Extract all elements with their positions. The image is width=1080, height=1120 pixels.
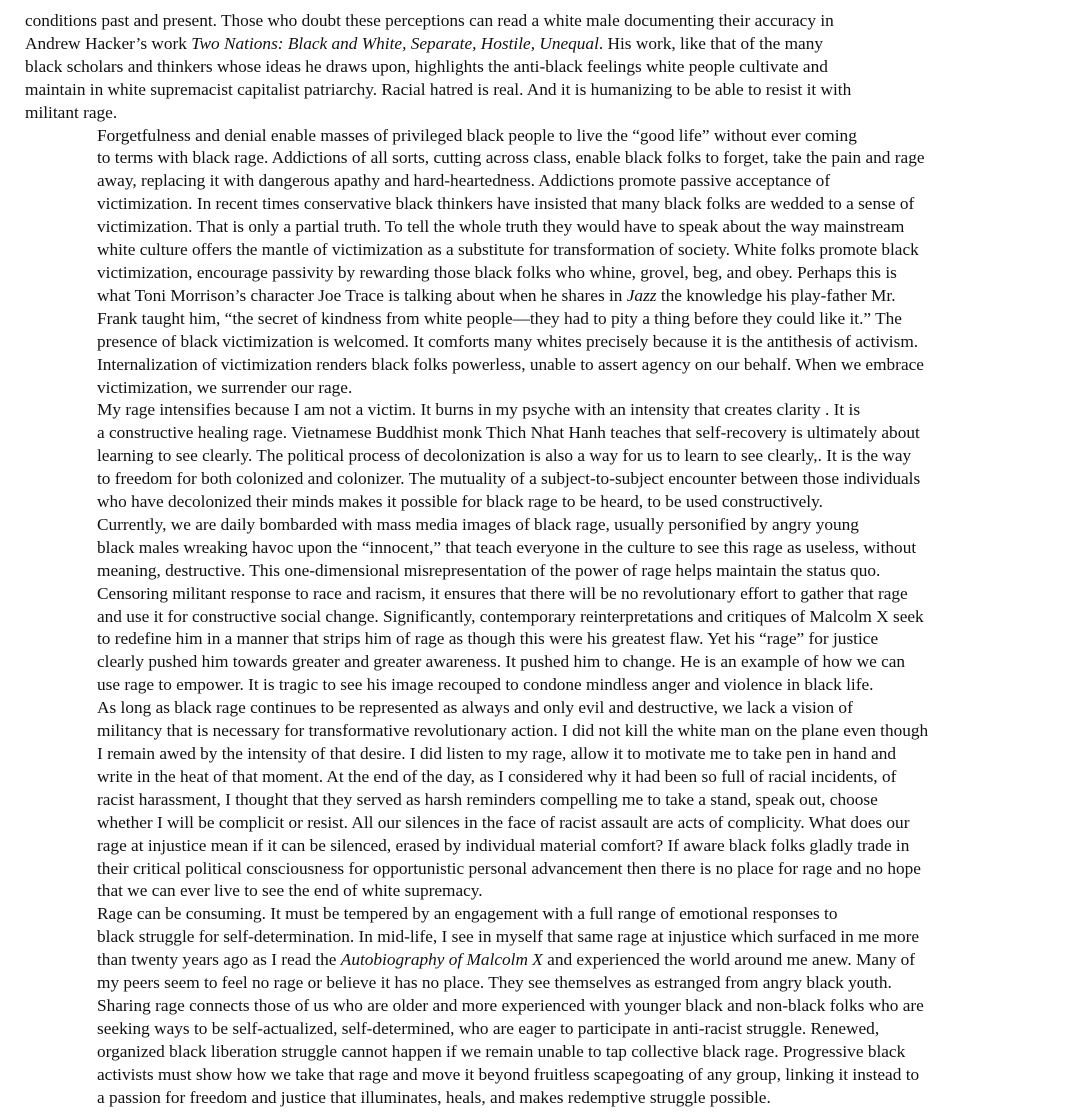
text-line: [25, 697, 1055, 720]
text-segment: Currently, we are daily bombarded with mass media images of black rage, usually personified by angry young: [97, 514, 859, 534]
text-line: [25, 789, 1055, 812]
text-segment: than twenty years ago as I read the: [97, 950, 341, 970]
text-segment: organized black liberation struggle cannot happen if we remain unable to tap collective black rage. Progressive black: [97, 1041, 906, 1061]
text-segment: maintain in white supremacist capitalist patriarchy. Racial hatred is real. And it is humanizing to be able to resist it with: [25, 79, 852, 99]
text-line: [25, 1018, 1055, 1041]
text-segment: black struggle for self-determination. In mid-life, I see in myself that same rage at injustice which surfaced in me more: [97, 927, 920, 947]
text-line: [25, 33, 1055, 56]
text-line: [25, 285, 1055, 308]
text-segment: to terms with black rage. Addictions of all sorts, cutting across class, enable black folks to forget, take the pain and rage: [97, 148, 925, 168]
text-line: [25, 628, 1055, 651]
text-line: [25, 308, 1055, 331]
text-line: [25, 812, 1055, 835]
italic-title-text: Autobiography of Malcolm X: [340, 950, 543, 970]
text-segment: the knowledge his play-father Mr.: [656, 285, 896, 305]
text-segment: their critical political consciousness for opportunistic personal advancement then there is no place for rage and no hope: [97, 858, 921, 878]
text-line: [25, 377, 1055, 400]
text-line: [25, 514, 1055, 537]
text-segment: Censoring militant response to race and racism, it ensures that there will be no revolutionary effort to gather that rage: [97, 583, 908, 603]
text-line: [25, 354, 1055, 377]
text-segment: My rage intensifies because I am not a victim. It burns in my psyche with an intensity that creates clarity . It is: [97, 400, 861, 420]
text-segment: and experienced the world around me anew. Many of: [542, 950, 916, 970]
text-segment: As long as black rage continues to be represented as always and only evil and destructive, we lack a vision of: [97, 698, 853, 718]
text-segment: black scholars and thinkers whose ideas he draws upon, highlights the anti-black feelings white people cultivate and: [25, 56, 828, 76]
text-segment: use rage to empower. It is tragic to see his image recouped to condone mindless anger and violence in black life.: [97, 675, 874, 695]
text-line: [25, 216, 1055, 239]
text-line: [25, 56, 1055, 79]
text-line: [25, 583, 1055, 606]
text-segment: black males wreaking havoc upon the “innocent,” that teach everyone in the culture to see this rage as useless, without: [97, 537, 917, 557]
paragraph: [25, 697, 1055, 903]
text-line: [25, 537, 1055, 560]
text-line: [25, 239, 1055, 262]
text-line: [25, 125, 1055, 148]
text-segment: my peers seem to feel no rage or believe it has no place. They see themselves as estranged from angry black youth.: [97, 973, 892, 993]
text-segment: Forgetfulness and denial enable masses of privileged black people to live the “good life” without ever coming: [97, 125, 857, 145]
text-segment: that we can ever live to see the end of white supremacy.: [97, 881, 483, 901]
text-line: [25, 949, 1055, 972]
paragraph: [25, 125, 1055, 400]
text-segment: Frank taught him, “the secret of kindness from white people—they had to pity a thing before they could like it.” The: [97, 308, 902, 328]
text-line: [25, 10, 1055, 33]
text-line: [25, 262, 1055, 285]
text-segment: militancy that is necessary for transformative revolutionary action. I did not kill the white man on the plane even though: [97, 721, 929, 741]
text-segment: activists must show how we take that rage and move it beyond fruitless scapegoating of any group, linking it instead to: [97, 1064, 920, 1084]
text-segment: victimization, we surrender our rage.: [97, 377, 353, 397]
text-segment: to freedom for both colonized and colonizer. The mutuality of a subject-to-subject encounter between those individuals: [97, 469, 921, 489]
document-page: [25, 10, 1055, 1110]
italic-title-text: Two Nations: Black and White, Separate, Hostile, Unequal: [191, 33, 599, 53]
paragraph: [25, 514, 1055, 697]
text-line: [25, 1041, 1055, 1064]
text-segment: racist harassment, I thought that they served as harsh reminders compelling me to take a stand, speak out, choose: [97, 789, 878, 809]
text-line: [25, 445, 1055, 468]
text-line: [25, 560, 1055, 583]
text-segment: victimization. In recent times conservative black thinkers have insisted that many black folks are wedded to a sense of: [97, 194, 915, 214]
text-segment: what Toni Morrison’s character Joe Trace is talking about when he shares in: [97, 285, 627, 305]
text-line: [25, 147, 1055, 170]
text-segment: to redefine him in a manner that strips him of rage as though this were his greatest flaw. Yet his “rage” for justice: [97, 629, 879, 649]
text-line: [25, 102, 1055, 125]
text-segment: rage at injustice mean if it can be silenced, erased by individual material comfort? If aware black folks gladly trade in: [97, 835, 910, 855]
text-line: [25, 926, 1055, 949]
text-segment: Andrew Hacker’s work: [25, 33, 192, 53]
text-line: [25, 766, 1055, 789]
paragraph: [25, 10, 1055, 125]
text-segment: seeking ways to be self-actualized, self-determined, who are eager to participate in anti-racist struggle. Renewed,: [97, 1018, 880, 1038]
text-line: [25, 903, 1055, 926]
text-line: [25, 331, 1055, 354]
text-line: [25, 995, 1055, 1018]
text-line: [25, 1064, 1055, 1087]
text-segment: whether I will be complicit or resist. All our silences in the face of racist assault are acts of complicity. What does our: [97, 812, 910, 832]
text-line: [25, 674, 1055, 697]
text-segment: meaning, destructive. This one-dimensional misrepresentation of the power of rage helps maintain the status quo.: [97, 560, 881, 580]
text-line: [25, 1087, 1055, 1110]
text-line: [25, 422, 1055, 445]
italic-title-text: Jazz: [626, 285, 657, 305]
text-segment: conditions past and present. Those who doubt these perceptions can read a white male documenting their accuracy in: [25, 11, 834, 30]
text-segment: Rage can be consuming. It must be tempered by an engagement with a full range of emotional responses to: [97, 904, 838, 924]
text-line: [25, 720, 1055, 743]
text-segment: I remain awed by the intensity of that desire. I did listen to my rage, allow it to motivate me to take pen in hand and: [97, 744, 897, 763]
text-segment: Sharing rage connects those of us who are older and more experienced with younger black and non-black folks who are: [97, 995, 924, 1015]
text-segment: militant rage.: [25, 102, 118, 122]
text-segment: Internalization of victimization renders black folks powerless, unable to assert agency on our behalf. When we embrace: [97, 354, 924, 374]
text-segment: write in the heat of that moment. At the end of the day, as I considered why it had been so full of racial incidents, of: [97, 766, 897, 786]
text-line: [25, 651, 1055, 674]
paragraph: [25, 399, 1055, 514]
text-line: [25, 835, 1055, 858]
text-line: [25, 170, 1055, 193]
text-line: [25, 399, 1055, 422]
text-segment: and use it for constructive social change. Significantly, contemporary reinterpretations and critiques of Malcolm X seek: [97, 606, 924, 626]
paragraph: [25, 903, 1055, 1109]
text-line: [25, 858, 1055, 881]
text-segment: learning to see clearly. The political process of decolonization is also a way for us to learn to see clearly,. It is the way: [97, 446, 912, 466]
text-line: [25, 972, 1055, 995]
text-line: [25, 193, 1055, 216]
text-segment: presence of black victimization is welcomed. It comforts many whites precisely because it is the antithesis of activism.: [97, 331, 919, 351]
text-line: [25, 491, 1055, 514]
text-segment: white culture offers the mantle of victimization as a substitute for transformation of society. White folks promote black: [97, 240, 919, 260]
text-segment: away, replacing it with dangerous apathy and hard-heartedness. Addictions promote passive acceptance of: [97, 171, 831, 191]
text-line: [25, 743, 1055, 766]
text-segment: victimization, encourage passivity by rewarding those black folks who whine, grovel, beg, and obey. Perhaps this is: [97, 262, 897, 282]
text-line: [25, 880, 1055, 903]
text-line: [25, 468, 1055, 491]
text-segment: . His work, like that of the many: [598, 33, 824, 53]
text-segment: victimization. That is only a partial truth. To tell the whole truth they would have to speak about the way mainstream: [97, 217, 905, 237]
text-line: [25, 79, 1055, 102]
text-segment: who have decolonized their minds makes it possible for black rage to be heard, to be used constructively.: [97, 492, 823, 512]
text-line: [25, 606, 1055, 629]
text-segment: a passion for freedom and justice that illuminates, heals, and makes redemptive struggle possible.: [97, 1087, 771, 1107]
text-segment: a constructive healing rage. Vietnamese Buddhist monk Thich Nhat Hanh teaches that self-recovery is ultimately about: [97, 423, 920, 443]
text-segment: clearly pushed him towards greater and greater awareness. It pushed him to change. He is an example of how we can: [97, 652, 906, 672]
